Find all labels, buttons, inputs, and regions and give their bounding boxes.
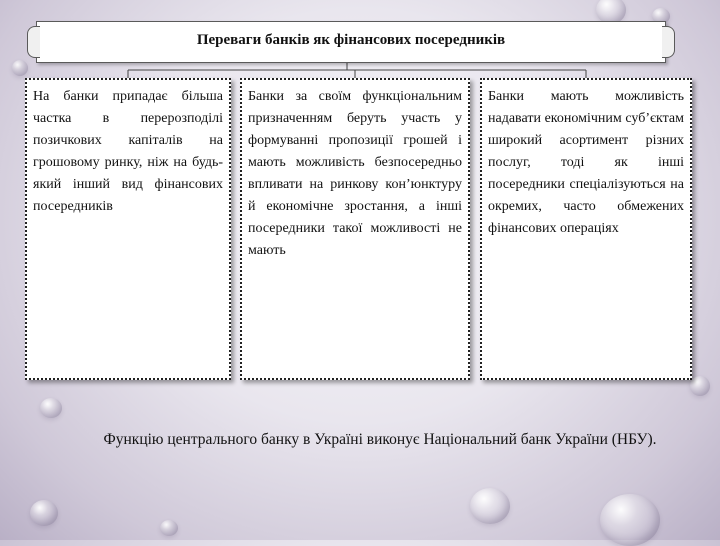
water-drop-decoration: [600, 494, 660, 546]
central-bank-note: Функцію центрального банку в Україні виконує Національний банк України (НБУ).: [103, 431, 657, 448]
water-drop-decoration: [160, 520, 178, 536]
title-scroll-banner: [36, 21, 666, 63]
water-drop-decoration: [470, 488, 510, 524]
water-drop-decoration: [40, 398, 62, 418]
diagram-title: Переваги банків як фінансових посередників: [196, 32, 506, 48]
water-drop-decoration: [30, 500, 58, 526]
advantage-box-1: [25, 78, 231, 380]
water-drop-decoration: [690, 376, 710, 396]
advantage-text: На банки припадає більша частка в перерозподілі позичкових капіталів на грошовому ринку, ніж на будь-який інший вид фінансових посередників: [33, 89, 223, 214]
advantage-box-3: [480, 78, 692, 380]
advantage-box-2: [240, 78, 470, 380]
advantage-text: Банки мають можливість надавати економічним суб’єктам широкий асортимент різних послуг, тоді як інші посередники спеціалізуються на окремих, часто обмежених фінансових операціях: [488, 89, 684, 236]
advantage-text: Банки за своїм функціональним призначенням беруть участь у формуванні пропозиції грошей і мають можливість безпосередньо впливати на ринкову кон’юнктуру й економічне зростання, а інші посередники такої можливості не мають: [248, 89, 462, 258]
